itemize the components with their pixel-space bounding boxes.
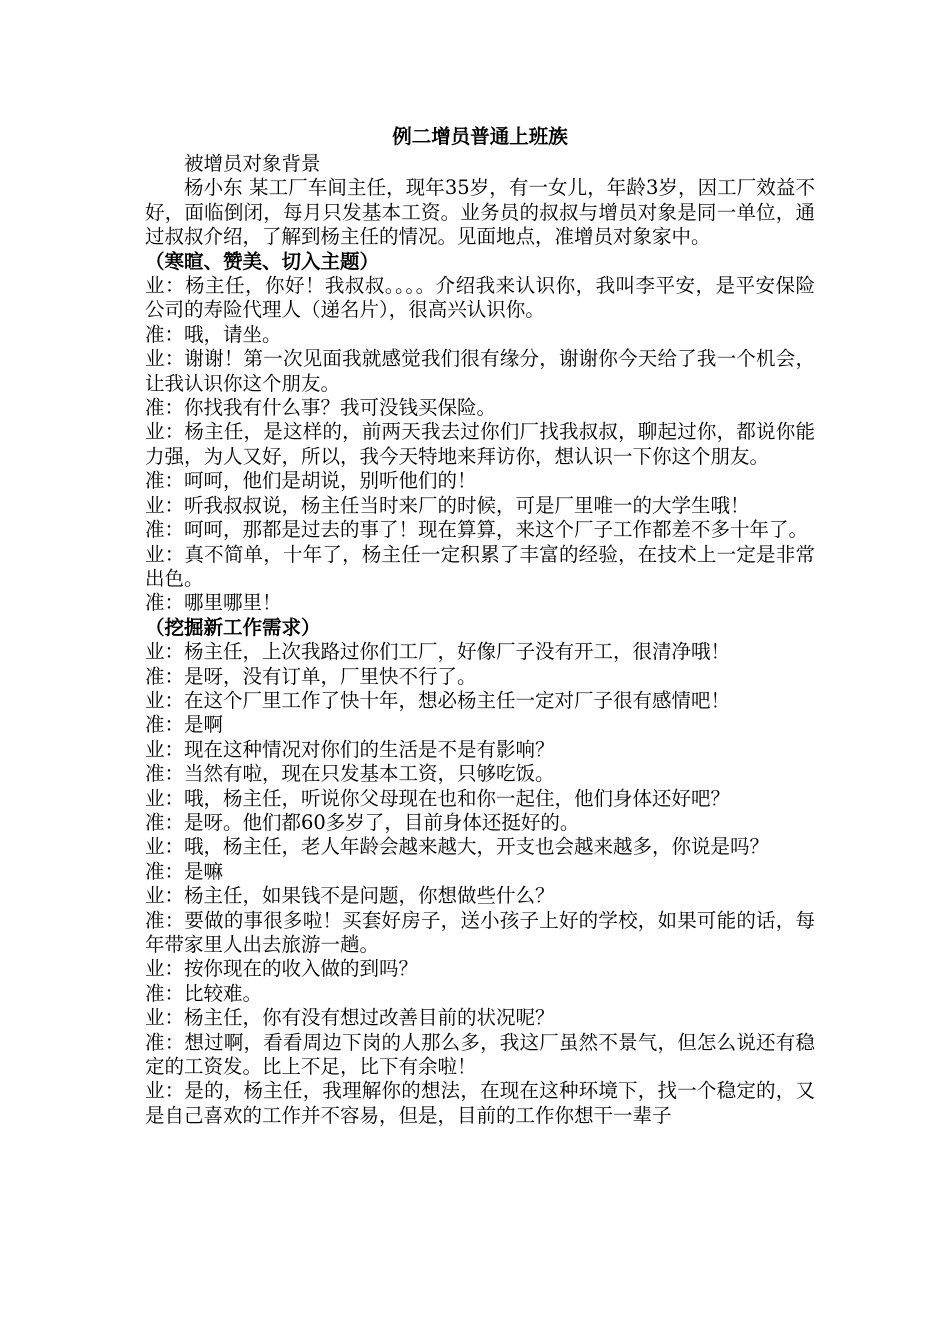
dialogue-line: 准：呵呵，那都是过去的事了！现在算算，来这个厂子工作都差不多十年了。 <box>145 518 809 542</box>
document-title: 例二增员普通上班族 <box>392 125 568 148</box>
section-heading-needs: （挖掘新工作需求） <box>145 615 321 639</box>
dialogue-line: 准：哪里哪里！ <box>145 591 282 615</box>
section-heading-greeting: （寒暄、赞美、切入主题） <box>145 249 380 273</box>
dialogue-line: 准：是呀。他们都60多岁了，目前身体还挺好的。 <box>145 810 580 834</box>
dialogue-line: 业：杨主任，上次我路过你们工厂，好像厂子没有开工，很清净哦！ <box>145 640 731 664</box>
dialogue-line: 业：听我叔叔说，杨主任当时来厂的时候，可是厂里唯一的大学生哦！ <box>145 493 750 517</box>
dialogue-line: 准：想过啊，看看周边下岗的人那么多，我这厂虽然不景气，但怎么说还有稳定的工资发。比上不足，比下有余啦！ <box>145 1030 815 1079</box>
dialogue-line: 业：杨主任，你好！我叔叔。。。。介绍我来认识你，我叫李平安，是平安保险公司的寿险代理人（递名片），很高兴认识你。 <box>145 274 815 322</box>
dialogue-line: 准：当然有啦，现在只发基本工资，只够吃饭。 <box>145 762 555 786</box>
dialogue-line: 准：你找我有什么事？我可没钱买保险。 <box>145 396 497 420</box>
dialogue-section-1 <box>145 274 815 616</box>
dialogue-line: 准：是呀，没有订单，厂里快不行了。 <box>145 664 477 688</box>
document-page <box>145 122 815 1128</box>
dialogue-line: 准：要做的事很多啦！买套好房子，送小孩子上好的学校，如果可能的话，每年带家里人出去旅游一趟。 <box>145 908 815 956</box>
dialogue-line: 准：呵呵，他们是胡说，别听他们的！ <box>145 469 477 493</box>
dialogue-line: 业：哦，杨主任，听说你父母现在也和你一起住，他们身体还好吧？ <box>145 786 731 810</box>
dialogue-line: 业：在这个厂里工作了快十年，想必杨主任一定对厂子很有感情吧！ <box>145 688 731 712</box>
dialogue-line: 业：按你现在的收入做的到吗？ <box>145 957 419 981</box>
dialogue-line: 准：是嘛 <box>145 859 224 883</box>
dialogue-line: 准：哦，请坐。 <box>145 322 282 346</box>
dialogue-line: 业：杨主任，你有没有想过改善目前的状况呢？ <box>145 1006 555 1030</box>
dialogue-line: 准：是啊 <box>145 713 224 737</box>
dialogue-line: 业：谢谢！第一次见面我就感觉我们很有缘分，谢谢你今天给了我一个机会，让我认识你这个朋友。 <box>145 347 815 395</box>
dialogue-line: 准：比较难。 <box>145 981 263 1005</box>
dialogue-line: 业：杨主任，如果钱不是问题，你想做些什么？ <box>145 884 555 908</box>
dialogue-line: 业：杨主任，是这样的，前两天我去过你们厂找我叔叔，聊起过你，都说你能力强，为人又好，所以，我今天特地来拜访你，想认识一下你这个朋友。 <box>145 420 815 468</box>
background-text: 杨小东 某工厂车间主任，现年35岁，有一女儿，年龄3岁，因工厂效益不好，面临倒闭，每月只发基本工资。业务员的叔叔与增员对象是同一单位，通过叔叔介绍，了解到杨主任的情况。见面地点，准增员对象家中。 <box>145 176 815 249</box>
dialogue-section-2 <box>145 640 815 1128</box>
dialogue-line: 业：真不简单，十年了，杨主任一定积累了丰富的经验，在技术上一定是非常出色。 <box>145 542 815 590</box>
background-heading: 被增员对象背景 <box>184 152 321 175</box>
dialogue-line: 业：哦，杨主任，老人年龄会越来越大，开支也会越来越多，你说是吗？ <box>145 835 770 859</box>
dialogue-line: 业：是的，杨主任，我理解你的想法，在现在这种环境下，找一个稳定的，又是自己喜欢的工作并不容易，但是，目前的工作你想干一辈子 <box>145 1079 815 1127</box>
dialogue-line: 业：现在这种情况对你们的生活是不是有影响？ <box>145 737 555 761</box>
